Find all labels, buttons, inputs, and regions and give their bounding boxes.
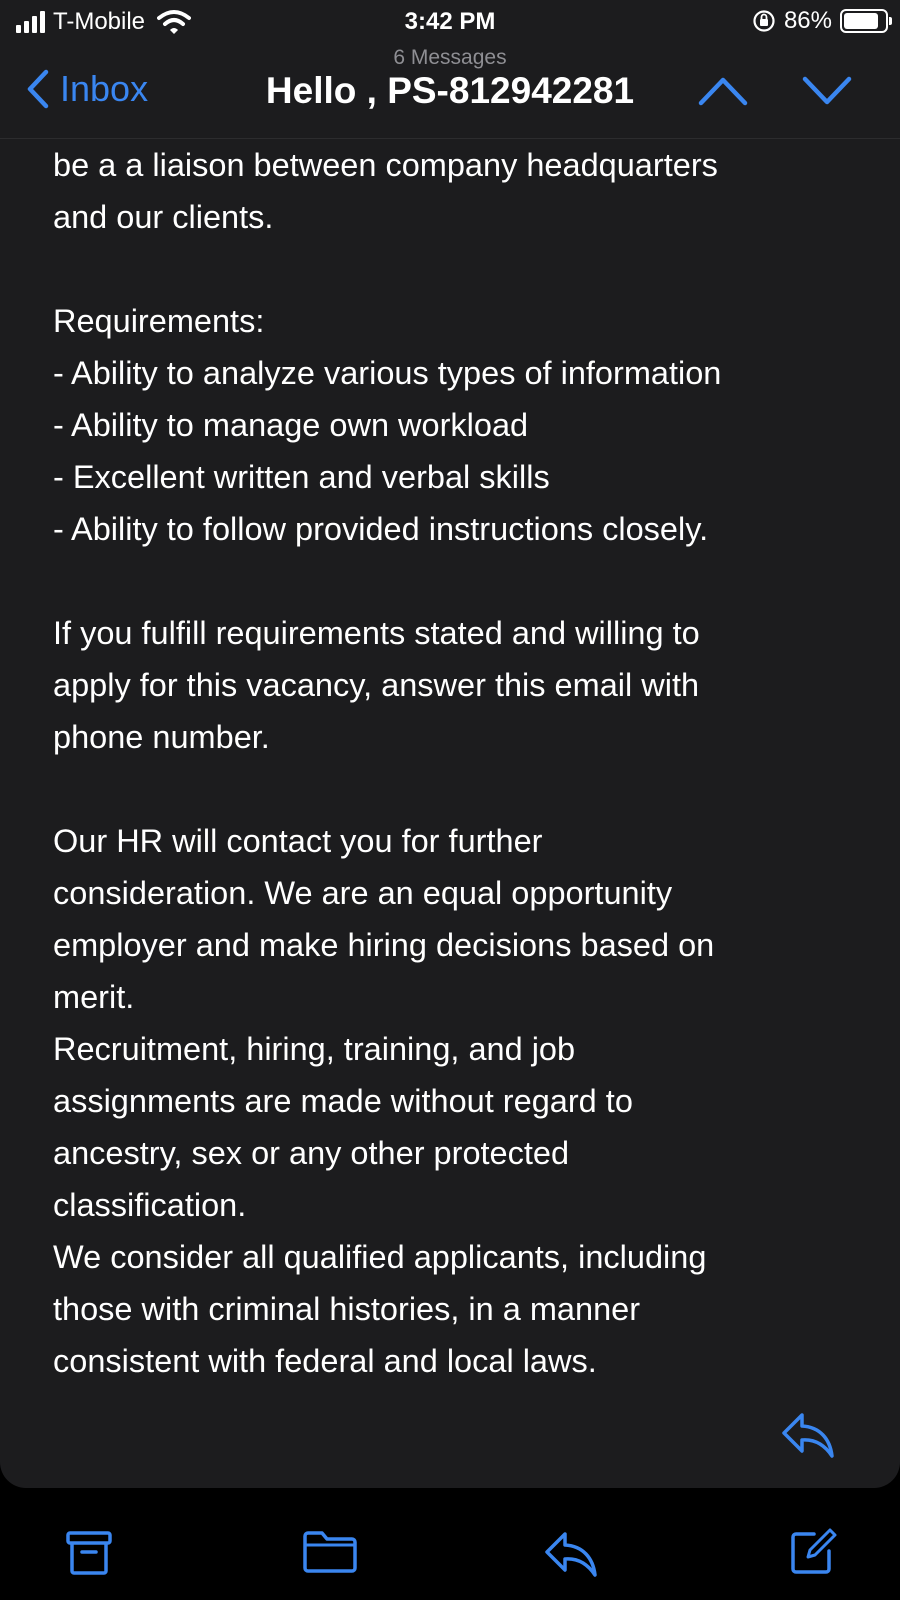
body-line: be a a liaison between company headquarters — [53, 147, 718, 183]
previous-message-button[interactable] — [698, 76, 748, 106]
body-line: classification. — [53, 1187, 247, 1223]
status-right — [752, 7, 888, 35]
requirement-item: - Excellent written and verbal skills — [53, 459, 550, 495]
battery-percent: 86% — [783, 7, 832, 34]
status-bar — [0, 0, 900, 46]
body-line: merit. — [53, 979, 135, 1015]
navigation-bar — [0, 46, 900, 139]
message-body — [53, 139, 873, 1387]
body-line: apply for this vacancy, answer this email with — [53, 667, 700, 703]
bottom-toolbar — [0, 1488, 900, 1600]
folder-icon[interactable] — [302, 1530, 358, 1574]
reply-icon[interactable] — [543, 1530, 599, 1580]
body-line: We consider all qualified applicants, including — [53, 1239, 707, 1275]
thread-title: Hello , PS-812942281 — [265, 70, 635, 111]
body-line: phone number. — [53, 719, 270, 755]
body-line: and our clients. — [53, 199, 274, 235]
body-line: If you fulfill requirements stated and willing to — [53, 615, 700, 651]
next-message-button[interactable] — [802, 76, 852, 106]
body-line: Our HR will contact you for further — [53, 823, 543, 859]
reply-icon[interactable] — [780, 1411, 836, 1461]
compose-icon[interactable] — [788, 1526, 838, 1576]
body-line: consideration. We are an equal opportunity — [53, 875, 673, 911]
orientation-lock-icon — [752, 9, 776, 33]
carrier-name: T-Mobile — [53, 8, 146, 35]
requirement-item: - Ability to follow provided instructions closely. — [53, 511, 709, 547]
requirement-item: - Ability to analyze various types of information — [53, 355, 722, 391]
message-card — [0, 139, 900, 1488]
message-count: 6 Messages — [393, 46, 507, 69]
body-line: employer and make hiring decisions based on — [53, 927, 715, 963]
archive-icon[interactable] — [66, 1530, 112, 1576]
body-line: consistent with federal and local laws. — [53, 1343, 597, 1379]
requirement-item: - Ability to manage own workload — [53, 407, 529, 443]
status-time: 3:42 PM — [404, 8, 496, 35]
requirements-heading: Requirements: — [53, 303, 265, 339]
battery-icon — [840, 9, 888, 33]
battery-fill — [844, 13, 878, 29]
back-label: Inbox — [60, 68, 149, 109]
body-line: assignments are made without regard to — [53, 1083, 633, 1119]
body-line: Recruitment, hiring, training, and job — [53, 1031, 576, 1067]
body-line: ancestry, sex or any other protected — [53, 1135, 570, 1171]
body-line: those with criminal histories, in a manner — [53, 1291, 641, 1327]
